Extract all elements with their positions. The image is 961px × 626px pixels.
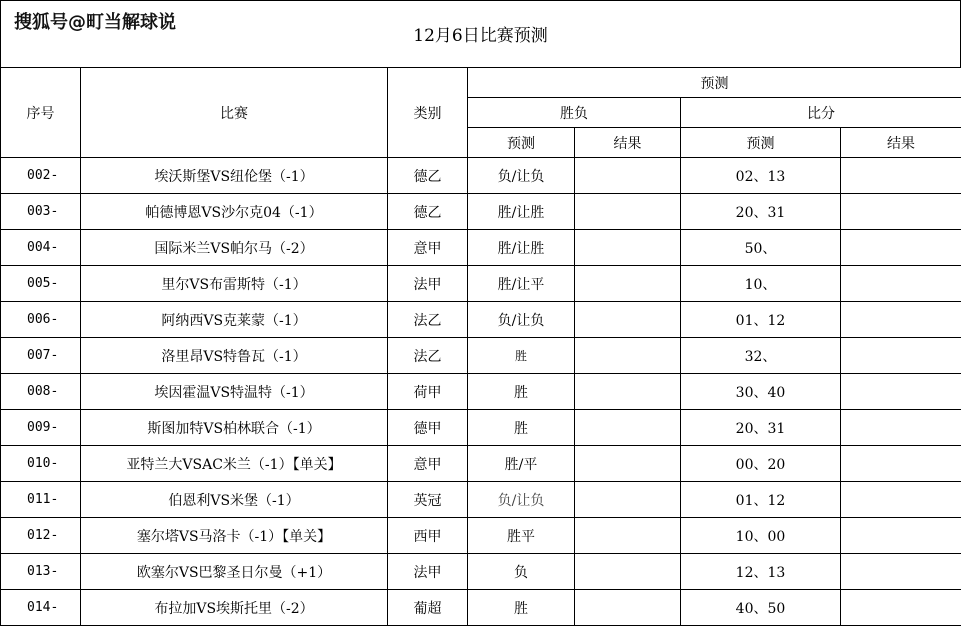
cell-seq: 006- — [1, 302, 81, 338]
cell-match: 埃沃斯堡VS纽伦堡（-1） — [81, 158, 388, 194]
cell-category: 意甲 — [388, 230, 468, 266]
cell-match: 帕德博恩VS沙尔克04（-1） — [81, 194, 388, 230]
cell-match: 阿纳西VS克莱蒙（-1） — [81, 302, 388, 338]
cell-wl-predict: 胜/让胜 — [468, 194, 575, 230]
cell-score-result — [841, 410, 961, 446]
cell-score-predict: 40、50 — [681, 590, 841, 626]
cell-seq: 005- — [1, 266, 81, 302]
cell-match: 洛里昂VS特鲁瓦（-1） — [81, 338, 388, 374]
cell-score-result — [841, 266, 961, 302]
cell-seq: 002- — [1, 158, 81, 194]
cell-seq: 014- — [1, 590, 81, 626]
cell-wl-result — [575, 482, 681, 518]
cell-seq: 010- — [1, 446, 81, 482]
header-score-result: 结果 — [841, 128, 961, 158]
header-prediction-group: 预测 — [468, 68, 961, 98]
cell-score-predict: 01、12 — [681, 302, 841, 338]
cell-category: 德甲 — [388, 410, 468, 446]
cell-wl-predict: 胜 — [468, 410, 575, 446]
table-row — [1, 590, 961, 626]
cell-wl-predict: 胜 — [468, 338, 575, 374]
cell-score-result — [841, 446, 961, 482]
cell-category: 德乙 — [388, 158, 468, 194]
cell-score-result — [841, 230, 961, 266]
cell-seq: 008- — [1, 374, 81, 410]
table-row — [1, 338, 961, 374]
cell-match: 欧塞尔VS巴黎圣日尔曼（+1） — [81, 554, 388, 590]
cell-wl-result — [575, 518, 681, 554]
cell-wl-predict: 胜平 — [468, 518, 575, 554]
cell-wl-predict: 负/让负 — [468, 158, 575, 194]
cell-category: 法乙 — [388, 302, 468, 338]
table-row — [1, 410, 961, 446]
header-match: 比赛 — [81, 68, 388, 158]
cell-wl-result — [575, 338, 681, 374]
cell-score-result — [841, 554, 961, 590]
cell-seq: 011- — [1, 482, 81, 518]
cell-wl-predict: 负/让负 — [468, 302, 575, 338]
cell-seq: 007- — [1, 338, 81, 374]
cell-score-predict: 12、13 — [681, 554, 841, 590]
cell-wl-result — [575, 266, 681, 302]
header-wl-result: 结果 — [575, 128, 681, 158]
cell-wl-result — [575, 554, 681, 590]
cell-score-predict: 32、 — [681, 338, 841, 374]
cell-wl-predict: 负/让负 — [468, 482, 575, 518]
table-row — [1, 302, 961, 338]
cell-score-predict: 10、 — [681, 266, 841, 302]
cell-category: 意甲 — [388, 446, 468, 482]
header-wl-predict: 预测 — [468, 128, 575, 158]
cell-score-result — [841, 338, 961, 374]
cell-wl-result — [575, 374, 681, 410]
table-row — [1, 518, 961, 554]
cell-wl-predict: 胜/让胜 — [468, 230, 575, 266]
table-row — [1, 482, 961, 518]
cell-score-result — [841, 518, 961, 554]
cell-score-result — [841, 590, 961, 626]
cell-category: 法甲 — [388, 554, 468, 590]
cell-category: 法乙 — [388, 338, 468, 374]
cell-seq: 013- — [1, 554, 81, 590]
cell-match: 埃因霍温VS特温特（-1） — [81, 374, 388, 410]
table-row — [1, 446, 961, 482]
cell-score-predict: 00、20 — [681, 446, 841, 482]
header-win-loss: 胜负 — [468, 98, 681, 128]
cell-wl-predict: 胜 — [468, 590, 575, 626]
cell-score-predict: 30、40 — [681, 374, 841, 410]
cell-category: 英冠 — [388, 482, 468, 518]
cell-wl-result — [575, 446, 681, 482]
watermark: 搜狐号@町当解球说 — [14, 8, 176, 34]
cell-category: 德乙 — [388, 194, 468, 230]
cell-match: 伯恩利VS米堡（-1） — [81, 482, 388, 518]
cell-score-result — [841, 194, 961, 230]
cell-seq: 004- — [1, 230, 81, 266]
cell-wl-predict: 负 — [468, 554, 575, 590]
cell-seq: 012- — [1, 518, 81, 554]
cell-score-result — [841, 482, 961, 518]
cell-score-predict: 10、00 — [681, 518, 841, 554]
cell-wl-result — [575, 194, 681, 230]
title-text: 12月6日比赛预测 — [413, 26, 547, 46]
cell-wl-result — [575, 302, 681, 338]
cell-score-result — [841, 158, 961, 194]
cell-wl-result — [575, 230, 681, 266]
cell-match: 斯图加特VS柏林联合（-1） — [81, 410, 388, 446]
cell-score-result — [841, 374, 961, 410]
cell-category: 西甲 — [388, 518, 468, 554]
table-row — [1, 374, 961, 410]
header-row-1 — [1, 68, 961, 98]
cell-match: 布拉加VS埃斯托里（-2） — [81, 590, 388, 626]
cell-wl-result — [575, 590, 681, 626]
cell-seq: 009- — [1, 410, 81, 446]
cell-category: 葡超 — [388, 590, 468, 626]
cell-match: 国际米兰VS帕尔马（-2） — [81, 230, 388, 266]
prediction-table — [0, 67, 961, 626]
cell-wl-predict: 胜 — [468, 374, 575, 410]
header-score: 比分 — [681, 98, 961, 128]
cell-match: 里尔VS布雷斯特（-1） — [81, 266, 388, 302]
cell-score-predict: 50、 — [681, 230, 841, 266]
cell-seq: 003- — [1, 194, 81, 230]
cell-score-result — [841, 302, 961, 338]
cell-score-predict: 20、31 — [681, 410, 841, 446]
cell-wl-predict: 胜/让平 — [468, 266, 575, 302]
cell-score-predict: 01、12 — [681, 482, 841, 518]
table-row — [1, 230, 961, 266]
cell-match: 亚特兰大VSAC米兰（-1）【单关】 — [81, 446, 388, 482]
table-row — [1, 158, 961, 194]
header-category: 类别 — [388, 68, 468, 158]
table-row — [1, 554, 961, 590]
cell-score-predict: 20、31 — [681, 194, 841, 230]
table-row — [1, 266, 961, 302]
header-seq: 序号 — [1, 68, 81, 158]
table-row — [1, 194, 961, 230]
cell-wl-result — [575, 410, 681, 446]
cell-score-predict: 02、13 — [681, 158, 841, 194]
cell-category: 法甲 — [388, 266, 468, 302]
cell-wl-result — [575, 158, 681, 194]
header-score-predict: 预测 — [681, 128, 841, 158]
cell-match: 塞尔塔VS马洛卡（-1）【单关】 — [81, 518, 388, 554]
cell-wl-predict: 胜/平 — [468, 446, 575, 482]
cell-category: 荷甲 — [388, 374, 468, 410]
